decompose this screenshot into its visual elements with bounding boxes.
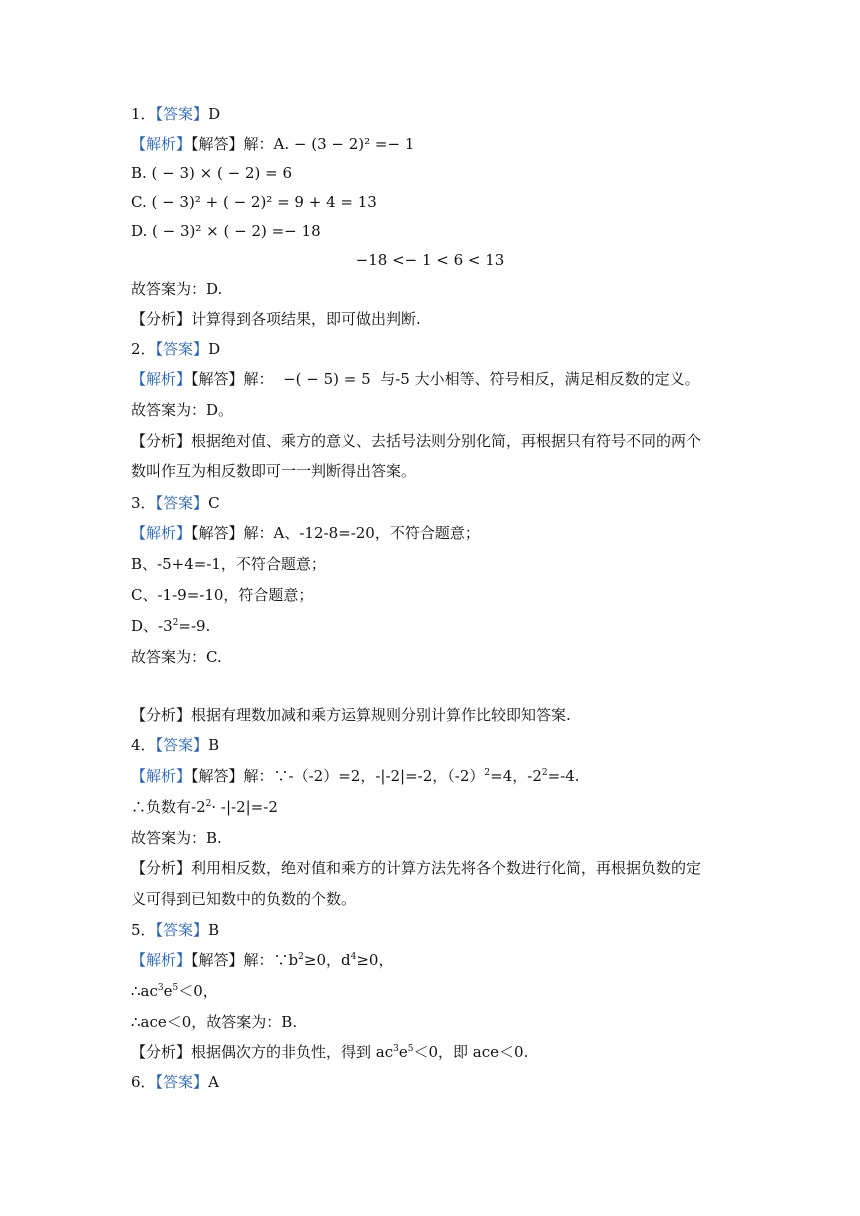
superscript: 2	[484, 768, 491, 778]
solution-tag: 【解答】	[191, 370, 244, 388]
option-a-math: A. − (3 − 2)² =− 1	[273, 135, 415, 153]
answer-value: A	[208, 1073, 219, 1091]
solution-text: 解：∵b	[243, 951, 299, 969]
solution-text: e	[163, 982, 173, 1000]
solution-text: ≥0，d	[303, 951, 351, 969]
option-d-pre: D、-3	[131, 617, 173, 635]
superscript: 5	[172, 983, 179, 993]
q1-conclusion: 故答案为：D.	[131, 280, 223, 298]
superscript: 4	[350, 952, 357, 962]
analysis-label: 【分析】	[131, 432, 192, 450]
answer-tag: 【答案】	[155, 736, 209, 754]
question-number: 4．	[131, 736, 156, 754]
q2-analysis-2: 数叫作互为相反数即可一一判断得出答案。	[131, 462, 417, 480]
analysis-text: 根据有理数加减和乘方运算规则分别计算作比较即知答案.	[191, 706, 571, 724]
analysis-text: 根据绝对值、乘方的意义、去括号法则分别化简，再根据只有符号不同的两个	[191, 432, 702, 450]
q2-answer-line	[131, 339, 220, 359]
q3-option-b: B、-5+4=-1，不符合题意；	[131, 555, 326, 573]
q1-option-b: B. ( − 3) × ( − 2) = 6	[131, 164, 293, 182]
solution-math: −( − 5) = 5	[283, 370, 371, 388]
q3-answer-line	[131, 493, 220, 513]
solution-prefix: 解：	[243, 370, 274, 388]
option-a-text: 解：A、-12-8=-20，不符合题意；	[243, 524, 480, 542]
solution-text: · -|-2|=-2	[211, 798, 278, 816]
superscript: 2	[298, 952, 304, 962]
solution-text: 解：∵-（-2）=2，-|-2|=-2，（-2）	[243, 767, 485, 785]
q3-option-c: C、-1-9=-10，符合题意；	[131, 586, 314, 604]
q3-analysis	[131, 705, 571, 725]
answer-value: D	[208, 105, 221, 123]
q1-answer-line	[131, 104, 220, 124]
q4-analysis-1	[131, 858, 701, 878]
q4-solution-1	[131, 766, 580, 786]
q1-option-d: D. ( − 3)² × ( − 2) =− 18	[131, 222, 321, 240]
solution-text: ∴ac	[131, 982, 158, 1000]
q1-option-c: C. ( − 3)² + ( − 2)² = 9 + 4 = 13	[131, 193, 377, 211]
question-number: 3．	[131, 494, 156, 512]
analysis-text: 利用相反数，绝对值和乘方的计算方法先将各个数进行化简，再根据负数的定	[191, 859, 702, 877]
solution-tag: 【解答】	[191, 524, 244, 542]
q5-analysis	[131, 1042, 528, 1062]
q4-conclusion: 故答案为：B.	[131, 829, 222, 847]
superscript: 2	[541, 768, 548, 778]
answer-value: D	[208, 340, 221, 358]
question-number: 2．	[131, 340, 156, 358]
question-number: 1．	[131, 105, 156, 123]
analysis-tag: 【解析】	[131, 524, 192, 542]
analysis-tag: 【解析】	[131, 370, 192, 388]
question-number: 5．	[131, 921, 156, 939]
q1-analysis	[131, 309, 421, 329]
answer-value: B	[208, 921, 220, 939]
answer-tag: 【答案】	[155, 105, 209, 123]
answer-value: B	[208, 736, 220, 754]
answer-value: C	[208, 494, 220, 512]
q4-answer-line	[131, 735, 219, 755]
superscript: 3	[393, 1044, 399, 1054]
question-number: 6．	[131, 1073, 156, 1091]
solution-text: ＜0，	[178, 982, 218, 1000]
analysis-text: ＜0，即 ace＜0.	[413, 1043, 529, 1061]
analysis-tag: 【解析】	[131, 135, 192, 153]
solution-text: ∴负数有-2	[131, 798, 206, 816]
q5-solution-1	[131, 950, 393, 970]
answer-tag: 【答案】	[155, 340, 209, 358]
solution-prefix: 解：	[243, 135, 274, 153]
q1-comparison: −18 <− 1 < 6 < 13	[355, 251, 505, 269]
q4-analysis-2: 义可得到已知数中的负数的个数。	[131, 890, 357, 908]
solution-text: ≥0，	[356, 951, 394, 969]
q3-conclusion: 故答案为：C.	[131, 648, 222, 666]
q1-solution-a	[131, 134, 414, 154]
option-d-post: =-9.	[178, 617, 211, 635]
superscript: 2	[205, 799, 212, 809]
solution-tag: 【解答】	[191, 951, 244, 969]
solution-text: =-4.	[547, 767, 580, 785]
answer-tag: 【答案】	[155, 921, 209, 939]
analysis-text: e	[398, 1043, 408, 1061]
analysis-text: 计算得到各项结果，即可做出判断.	[191, 310, 421, 328]
q5-answer-line	[131, 920, 219, 940]
superscript: 5	[407, 1044, 414, 1054]
analysis-tag: 【解析】	[131, 951, 192, 969]
solution-text: 与-5 大小相等、符号相反，满足相反数的定义。	[380, 370, 700, 388]
analysis-label: 【分析】	[131, 1043, 192, 1061]
q3-solution-a	[131, 523, 480, 543]
q3-option-d	[131, 616, 210, 636]
superscript: 3	[157, 983, 164, 993]
analysis-text: 根据偶次方的非负性，得到 ac	[191, 1043, 394, 1061]
analysis-tag: 【解析】	[131, 767, 192, 785]
q5-solution-2	[131, 981, 218, 1001]
answer-tag: 【答案】	[155, 494, 209, 512]
q5-solution-3: ∴ace＜0，故答案为：B.	[131, 1013, 298, 1031]
answer-tag: 【答案】	[155, 1073, 209, 1091]
analysis-label: 【分析】	[131, 310, 192, 328]
solution-tag: 【解答】	[191, 767, 244, 785]
q2-analysis-1	[131, 431, 701, 451]
q2-solution	[131, 369, 700, 389]
q6-answer-line	[131, 1072, 219, 1092]
q4-solution-2	[131, 797, 278, 817]
solution-tag: 【解答】	[191, 135, 244, 153]
analysis-label: 【分析】	[131, 859, 192, 877]
analysis-label: 【分析】	[131, 706, 192, 724]
solution-text: =4，-2	[490, 767, 542, 785]
q2-conclusion: 故答案为：D。	[131, 401, 234, 419]
option-d-sup: 2	[172, 618, 179, 628]
